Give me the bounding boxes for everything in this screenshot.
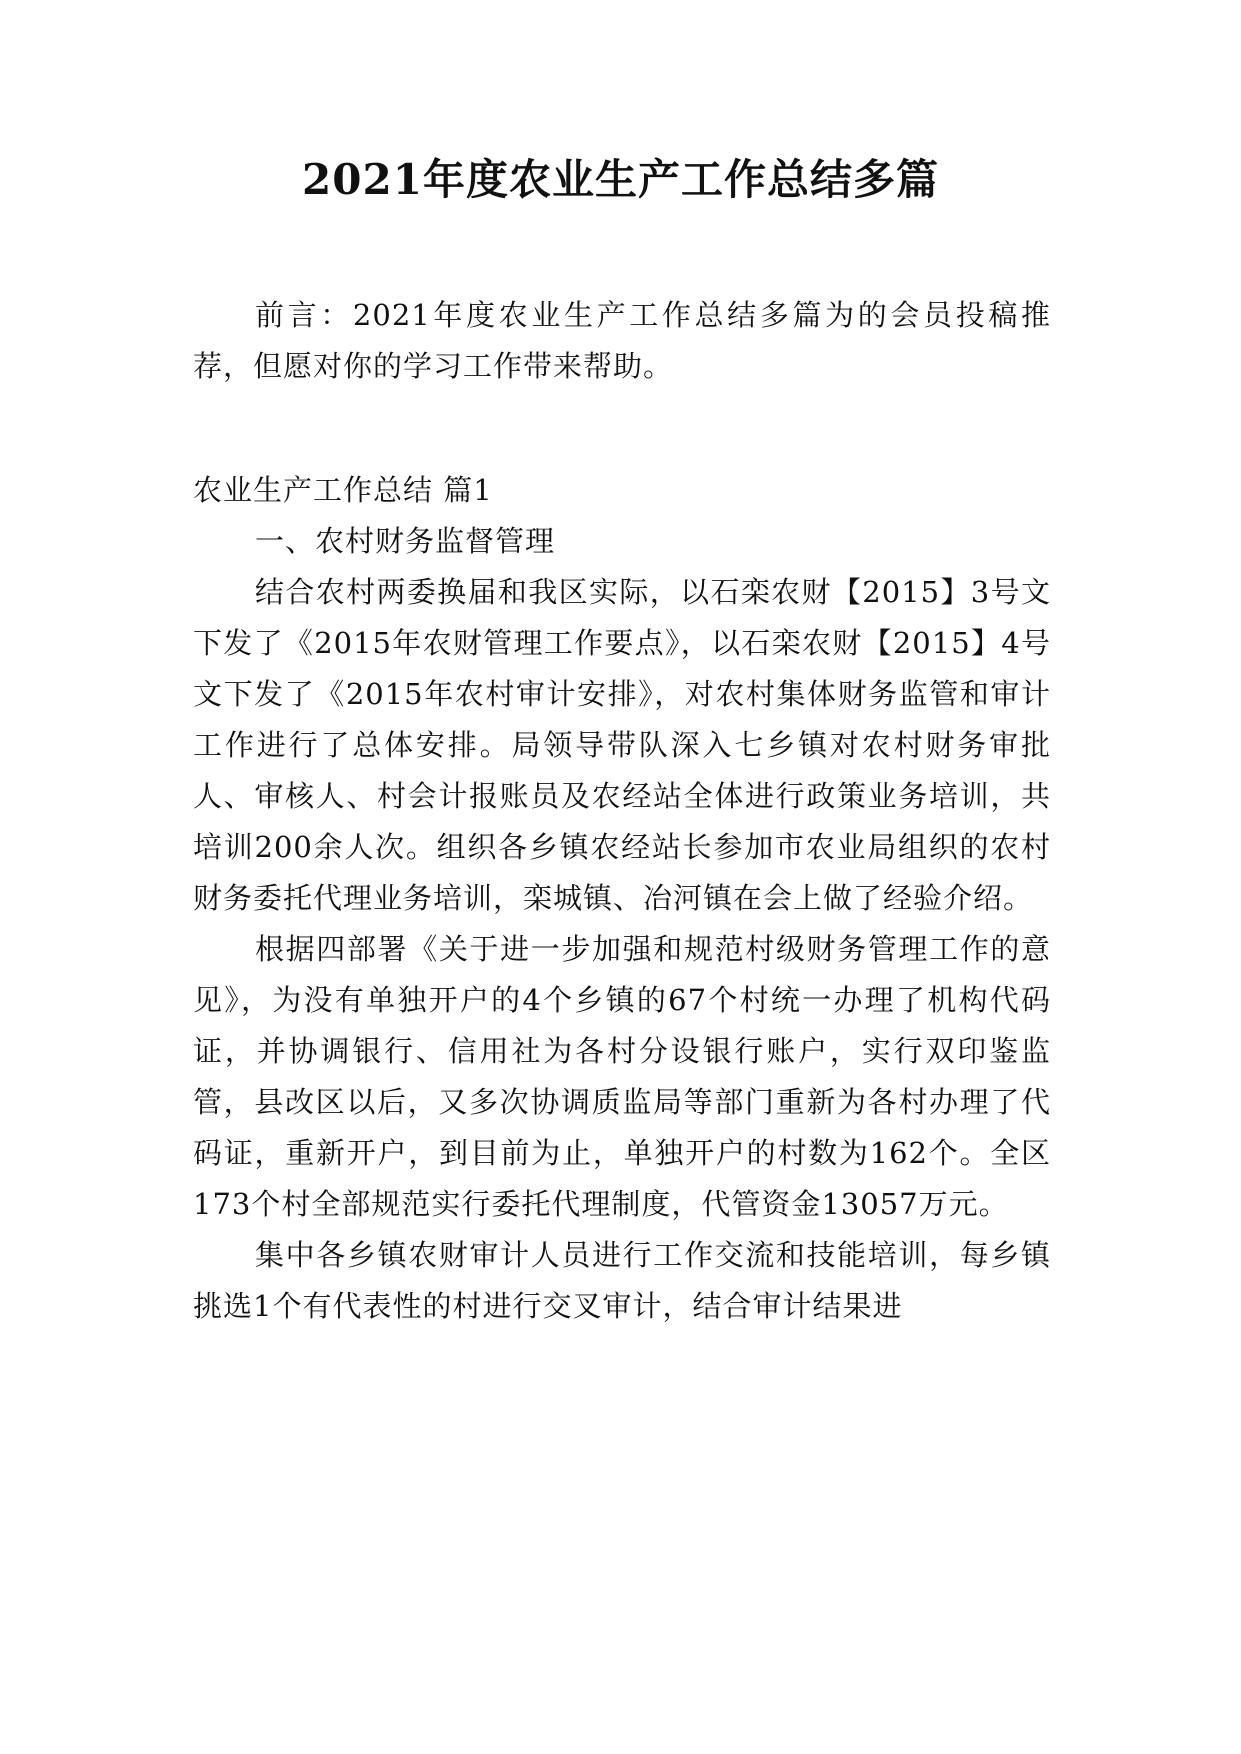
document-title: 2021年度农业生产工作总结多篇 xyxy=(302,155,939,204)
body-paragraph: 集中各乡镇农财审计人员进行工作交流和技能培训，每乡镇挑选1个有代表性的村进行交叉审计，结合审计结果进 xyxy=(193,1238,1051,1323)
article-body xyxy=(193,465,1051,1332)
body-paragraph: 根据四部署《关于进一步加强和规范村级财务管理工作的意见》，为没有单独开户的4个乡镇的67个村统一办理了机构代码证，并协调银行、信用社为各村分设银行账户，实行双印鉴监管，县改区以后，又多次协调质监局等部门重新为各村办理了代码证，重新开户，到目前为止，单独开户的村数为162个。全区173个村全部规范实行委托代理制度，代管资金13057万元。 xyxy=(193,932,1051,1221)
preface-block xyxy=(193,290,1051,392)
body-paragraph: 结合农村两委换届和我区实际，以石栾农财【2015】3号文下发了《2015年农财管理工作要点》，以石栾农财【2015】4号文下发了《2015年农村审计安排》，对农村集体财务监管和审计工作进行了总体安排。局领导带队深入七乡镇对农村财务审批人、审核人、村会计报账员及农经站全体进行政策业务培训，共培训200余人次。组织各乡镇农经站长参加市农业局组织的农村财务委托代理业务培训，栾城镇、冶河镇在会上做了经验介绍。 xyxy=(193,575,1051,915)
section-heading: 一、农村财务监督管理 xyxy=(255,524,556,558)
preface-paragraph: 前言：2021年度农业生产工作总结多篇为的会员投稿推荐，但愿对你的学习工作带来帮助。 xyxy=(193,298,1051,383)
article-heading: 农业生产工作总结 篇1 xyxy=(193,473,493,507)
